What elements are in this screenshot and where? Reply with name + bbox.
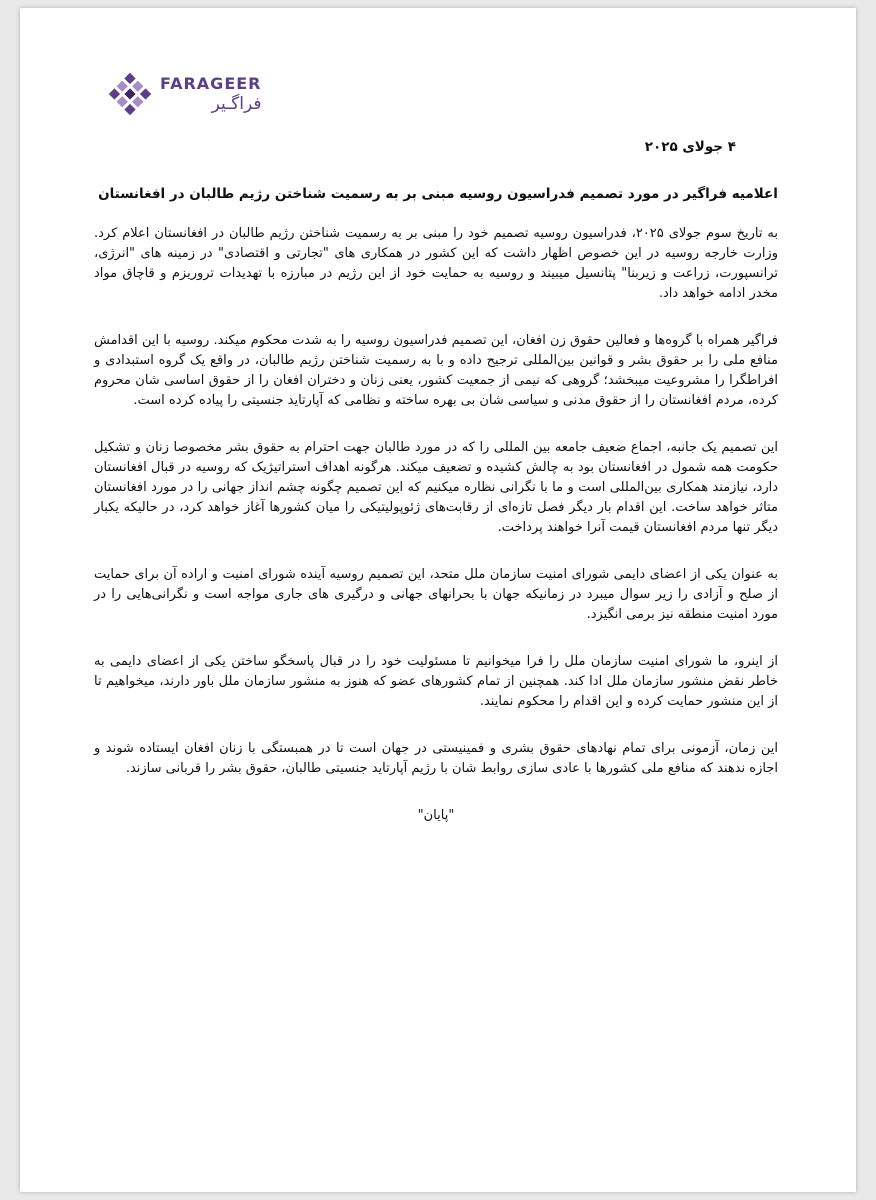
logo-persian-text: فراگـیر — [211, 93, 262, 114]
paragraph: به عنوان یکی از اعضای دایمی شورای امنیت سازمان ملل متحد، این تصمیم روسیه آینده شورای امنیت و اراده آن برای حمایت از صلح و آزادی را زیر سوال میبرد در زمانیکه جهان با بحرانهای جهانی و درگیری های جاری مواجه است و نگرانی‌هایی را در مورد امنیت منطقه نیز برمی انگیزد. — [94, 567, 778, 622]
document-body — [94, 224, 778, 826]
document-ending: "پایان" — [417, 808, 455, 823]
logo-latin-text: FARAGEER — [160, 73, 262, 93]
document-date: ۴ جولای ۲۰۲۵ — [644, 139, 736, 155]
paragraph: به تاریخ سوم جولای ۲۰۲۵، فدراسیون روسیه تصمیم خود را مبنی بر به رسمیت شناختن رژیم طالبان در افغانستان اعلام کرد. وزارت خارجه روسیه در این خصوص اظهار داشت که این کشور در همکاری های "تجارتی و اقتصادی" در زمینه های "انرژی، ترانسپورت، زراعت و زیربنا" پتانسیل میبیند و روسیه به حمایت خود از این رژیم در مبارزه با تهدیدات تروریزم و قاچاق مواد مخدر ادامه خواهد داد. — [94, 226, 779, 301]
paragraph: فراگیر همراه با گروه‌ها و فعالین حقوق زن افغان، این تصمیم فدراسیون روسیه را به شدت محکوم میکند. روسیه با این اقدامش منافع ملی را بر حقوق بشر و قوانین بین‌المللی ترجیح داده و با به رسمیت شناختن رژیم طالبان، در واقع یک گروه استبدادی و افراطگرا را مشروعیت میبخشد؛ گروهی که نیمی از جمعیت کشور، یعنی زنان و دختران افغان را از حقوق اساسی شان محروم کرده، مردم افغانستان را از حقوق مدنی و سیاسی شان بی بهره ساخته و نظامی که آپارتاید جنسیتی را پیاده کرده است. — [94, 333, 778, 408]
paragraph: این تصمیم یک جانبه، اجماع ضعیف جامعه بین المللی را که در مورد طالبان جهت احترام به حقوق بشر مخصوصا زنان و تشکیل حکومت همه شمول در افغانستان بود به چالش کشیده و تضعیف میکند. هرگونه اهداف استراتیژیک که روسیه در قبال افغانستان دارد، نیازمند همکاری بین‌المللی است و ما با نگرانی نظاره میکنیم که این تصمیم چگونه چشم انداز جهانی را در مورد افغانستان متاثر خواهد ساخت. این اقدام بار دیگر فصل تازه‌ای از رقابت‌های ژئوپولیتیکی را میان کشورها آغاز خواهد کرد، در حالیکه یکبار دیگر تنها مردم افغانستان قیمت آنرا خواهند پرداخت. — [94, 440, 778, 535]
farageer-logo — [108, 48, 288, 140]
paragraph: این زمان، آزمونی برای تمام نهادهای حقوق بشری و فمینیستی در جهان است تا در همبستگی با زنان افغان ایستاده شوند و اجازه ندهند که منافع ملی کشورها با عادی سازی روابط شان با رژیم آپارتاید جنسیتی طالبان، حقوق بشر را قربانی سازند. — [94, 741, 778, 776]
document-page — [20, 8, 856, 1192]
document-title: اعلامیه فراگیر در مورد تصمیم فدراسیون روسیه مبنی بر به رسمیت شناختن رژیم طالبان در افغانستان — [98, 186, 778, 202]
farageer-logo-mark-icon — [108, 72, 152, 116]
paragraph: از اینرو، ما شورای امنیت سازمان ملل را فرا میخوانیم تا مسئولیت خود را در قبال پاسخگو ساختن یکی از اعضای دایمی به خاطر نقض منشور سازمان ملل ادا کند. همچنین از تمام کشورهای عضو که هنوز به منشور سازمان ملل باور دارند، میخواهیم تا از این منشور حمایت کرده و این اقدام را محکوم نمایند. — [94, 654, 778, 709]
